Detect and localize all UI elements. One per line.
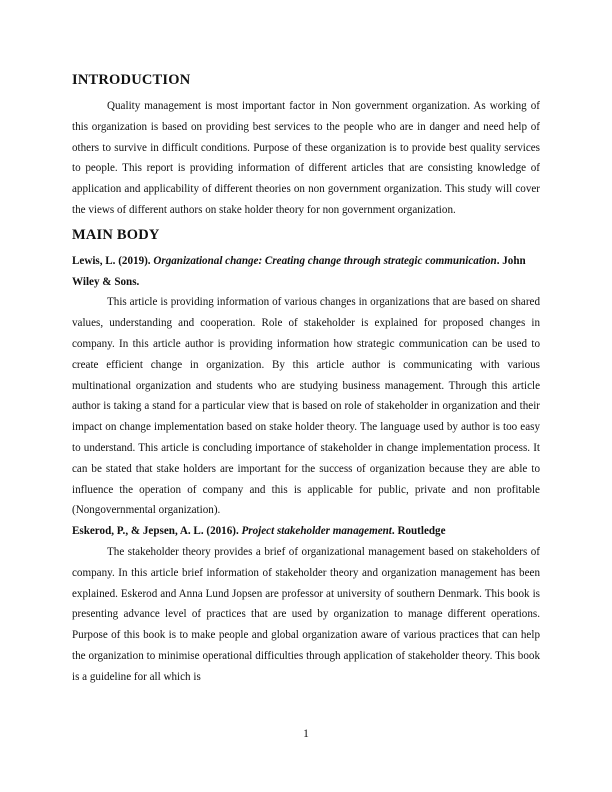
reference-lewis-citation (72, 251, 540, 293)
page-content (72, 70, 540, 688)
introduction-paragraph: Quality management is most important factor in Non government organization. As working of this organization is based on providing best services to the people who are in danger and need help of others to survive in difficult conditions. Purpose of these organization is to provide best quality services to people. This report is providing information of different articles that are consisting knowledge of application and applicability of different theories on non government organization. This study will cover the views of different authors on stake holder theory for non government organization. (72, 100, 540, 216)
introduction-heading: INTRODUCTION (72, 72, 191, 88)
reference-eskerod-citation (72, 521, 540, 542)
reference-eskerod-summary: The stakeholder theory provides a brief of organizational management based on stakeholders of company. In this article brief information of stakeholder theory and organization management has been explained. Eskerod and Anna Lund Jopsen are professor at university of southern Denmark. This book is presenting advance level of practices that are used by organization to manage different operations. Purpose of this book is to make people and global organization aware of various practices that can help the organization to minimise operational difficulties through application of stakeholder theory. This book is a guideline for all which is (72, 545, 540, 683)
main-body-heading: MAIN BODY (72, 226, 160, 243)
reference-authors: Eskerod, P., & Jepsen, A. L. (2016). (72, 525, 242, 538)
reference-authors: Lewis, L. (2019). (72, 254, 154, 267)
reference-title: Project stakeholder management (241, 525, 392, 538)
reference-publisher: . Routledge (391, 525, 446, 538)
reference-title: Organizational change: Creating change through strategic communication (153, 254, 497, 267)
page-number: 1 (303, 728, 309, 740)
reference-publisher: . John Wiley & Sons. (72, 254, 526, 288)
reference-lewis-summary: This article is providing information of various changes in organizations that are based on shared values, understanding and cooperation. Role of stakeholder is explained for proposed changes in company. In this article author is providing information how strategic communication can be used to create efficient change in organization. By this article author is communicating with various multinational organization and students who are studying business management. Through this article author is taking a stand for a particular view that is based on role of stakeholder in organization and their impact on change implementation based on stake holder theory. The language used by author is too easy to understand. This article is concluding importance of stakeholder in change implementation process. It can be stated that stake holders are important for the success of organization because they are able to influence the operation of company and this is applicable for public, private and non profitable (Nongovernmental organization). (72, 296, 540, 517)
